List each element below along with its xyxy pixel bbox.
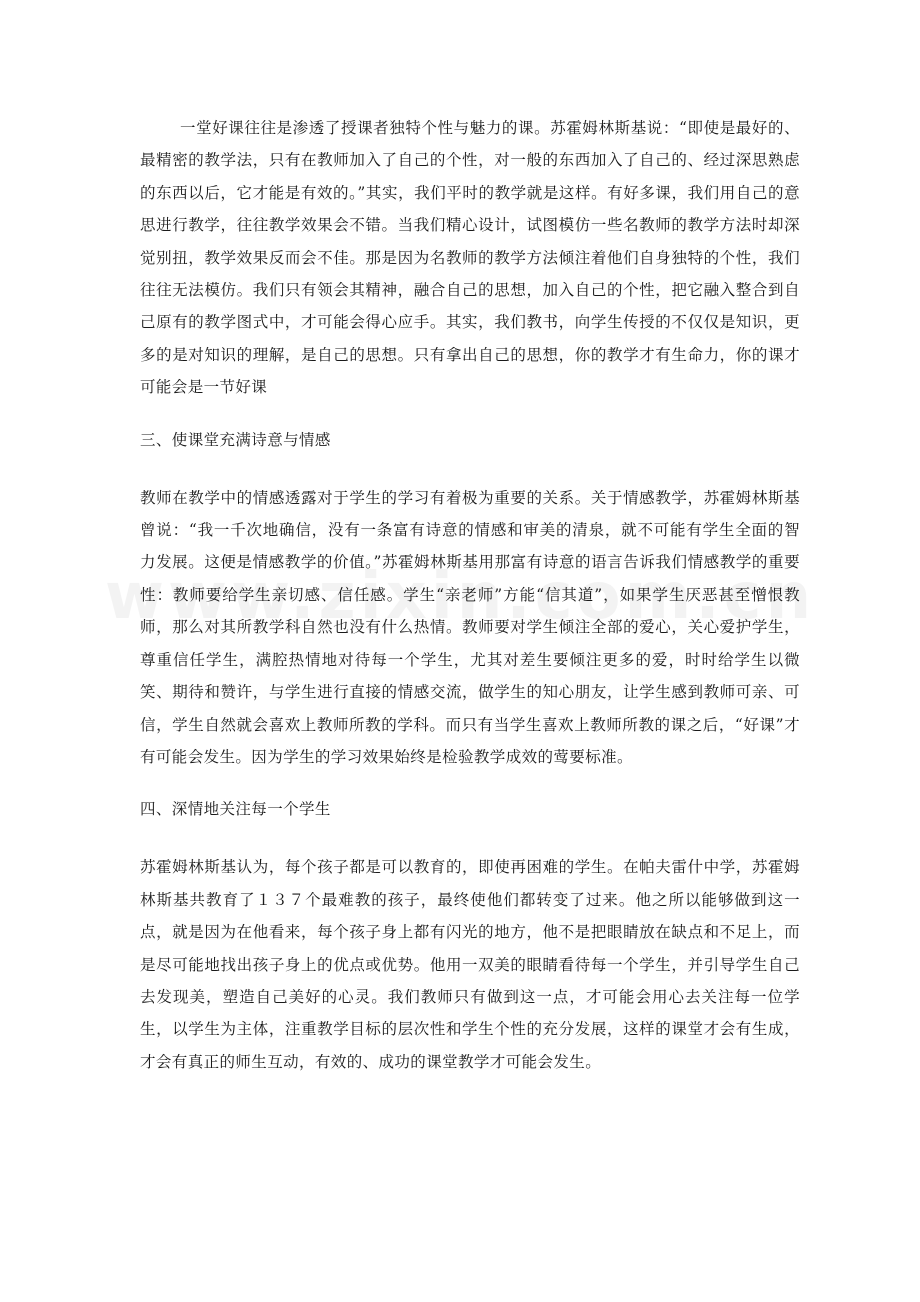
paragraph-good-lesson-personality: 一堂好课往往是渗透了授课者独特个性与魅力的课。苏霍姆林斯基说：“即使是最好的、最精密的教学法，只有在教师加入了自己的个性，对一般的东西加入了自己的、经过深思熟虑的东西以后，它才能是有效的。”其实，我们平时的教学就是这样。有好多课，我们用自己的意思进行教学，往往教学效果会不错。当我们精心设计，试图模仿一些名教师的教学方法时却深觉别扭，教学效果反而会不佳。那是因为名教师的教学方法倾注着他们自身独特的个性，我们往往无法模仿。我们只有领会其精神，融合自己的思想，加入自己的个性，把它融入整合到自己原有的教学图式中，才可能会得心应手。其实，我们教书，向学生传授的不仅仅是知识，更多的是对知识的理解，是自己的思想。只有拿出自己的思想，你的教学才有生命力，你的课才可能会是一节好课 [140, 119, 800, 397]
spacer [140, 773, 800, 793]
section-heading-4: 四、深情地关注每一个学生 [140, 800, 331, 819]
paragraph-emotional-teaching: 教师在教学中的情感透露对于学生的学习有着极为重要的关系。关于情感教学，苏霍姆林斯基曾说：“我一千次地确信，没有一条富有诗意的情感和审美的清泉，就不可能有学生全面的智力发展。这便是情感教学的价值。”苏霍姆林斯基用那富有诗意的语言告诉我们情感教学的重要性：教师要给学生亲切感、信任感。学生“亲老师”方能“信其道”，如果学生厌恶甚至憎恨教师，那么对其所教学科自然也没有什么热情。教师要对学生倾注全部的爱心，关心爱护学生，尊重信任学生，满腔热情地对待每一个学生，尤其对差生要倾注更多的爱，时时给学生以微笑、期待和赞许，与学生进行直接的情感交流，做学生的知心朋友，让学生感到教师可亲、可信，学生自然就会喜欢上教师所教的学科。而只有当学生喜欢上教师所教的课之后，“好课”才有可能会发生。因为学生的学习效果始终是检验教学成效的莺要标准。 [140, 488, 800, 766]
spacer [140, 456, 800, 482]
spacer [140, 404, 800, 424]
document-body [140, 112, 800, 1078]
paragraph-care-for-every-student: 苏霍姆林斯基认为，每个孩子都是可以教育的，即使再困难的学生。在帕夫雷什中学，苏霍姆林斯基共教育了１３７个最难教的孩子，最终使他们都转变了过来。他之所以能够做到这一点，就是因为在他看来，每个孩子身上都有闪光的地方，他不是把眼睛放在缺点和不足上，而是尽可能地找出孩子身上的优点或优势。他用一双美的眼睛看待每一个学生，并引导学生自己去发现美，塑造自己美好的心灵。我们教师只有做到这一点，才可能会用心去关注每一位学生，以学生为主体，注重教学目标的层次性和学生个性的充分发展，这样的课堂才会有生成，才会有真正的师生互动，有效的、成功的课堂教学才可能会发生。 [140, 858, 800, 1071]
section-heading-3: 三、使课堂充满诗意与情感 [140, 430, 331, 449]
spacer [140, 825, 800, 851]
